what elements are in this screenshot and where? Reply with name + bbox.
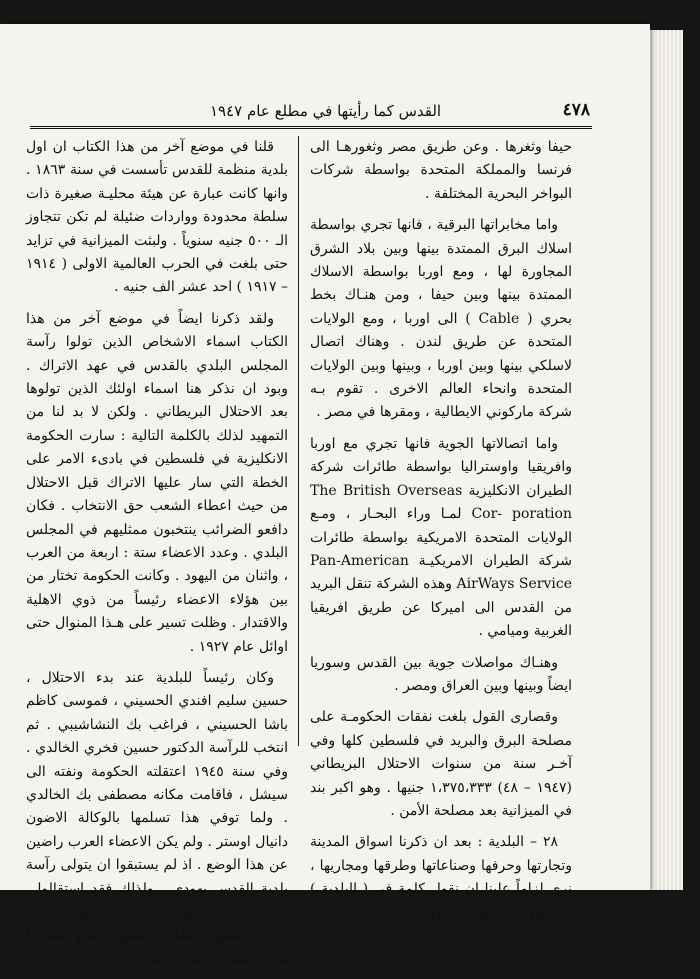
paragraph: واما اتصالاتها الجوية فانها تجري مع اوربا وافريقيا واوستراليا بواسطة طائرات شركة الطيران الانكليزية The British Overseas Cor- poration لمـا وراء البحـار ، ومـع الولايات المتحدة الامريكية بواسطة طائرات شركة الطيران الامريكيـة Pan-American AirWays Service وهذه الشركة تنقل البريد من القدس الى اميركا عن طريق افريقيا الغربية وميامي . bbox=[310, 435, 572, 640]
paragraph: وقصارى القول بلغت نفقات الحكومـة على مصلحة البرق والبريد في فلسطين كلها وفي آخـر سنة من سنوات الاحتلال البريطاني (١٩٤٧ – ٤٨) ١،٣٧٥،٣٣٣ جنيها . وهو اكبر بند في الميزانية بعد مصلحة الأمن . bbox=[310, 709, 572, 819]
paragraph: حيفا وثغرها . وعن طريق مصر وثغورهـا الى فرنسا والمملكة المتحدة بواسطة شركات البواخر البحرية المختلفة . bbox=[310, 139, 572, 202]
right-column bbox=[310, 136, 572, 933]
paragraph: ٢٨ – البلدية : بعد ان ذكرنا اسواق المدينة وتجارتها وحرفها وصناعاتها وطرقها ومجاريها ، نرى لزاماً علينا ان نقول كلمة في ( البلدية ) المسؤولة عن هذه الشؤون . bbox=[310, 834, 572, 921]
header-rule bbox=[30, 126, 592, 129]
column-divider bbox=[298, 136, 299, 746]
paragraph: وكان رئيساً للبلدية عند بدء الاحتلال ، حسين سليم افندي الحسيني ، فموسى كاظم باشا الحسيني ، فراغب بك النشاشيبي . ثم انتخب للرآسة الدكتور حسين فخري الخالدي . وفي سنة ١٩٤٥ اعتقلته الحكومة ونفته الى سيشل ، فاقامت مكانه مصطفى بك الخالدي . ولما توفي هذا تسلمها بالوكالة الاضون دانيال اوستر . ولم يكن الاعضاء العرب راضين عن هذا الوضع . اذ لم يستبقوا ان يتولى رآسة بلدية القدس يهودي . ولذلك فقد استقالوا . عندئذ عينت الحكومة لجنة ( ١١ تموز ١٩٤٥ ) لادارة الشؤون البلدية رئيسها وجميع اعضائها من الانكليز . وعند كتابتي هـذه bbox=[26, 669, 289, 967]
book-page bbox=[0, 24, 650, 967]
paragraph: واما مخابراتها البرقية ، فانها تجري بواسطة اسلاك البرق الممتدة بينها وبين بلاد الشرق المجاورة لها ، ومع اوربا بواسطة الاسلاك الممتدة بينها وبين حيفا ، ومن هنـاك بخط بحري ( Cable ) الى اوربا ، ومع الولايات المتحدة عن طريق لندن . وهناك اتصال لاسلكي بينها وبين اوربا ، وبينها وبين الولايات المتحدة وانحاء العالم الاخرى . تقوم بـه شركة ماركوني الايطالية ، ومقرها في مصر . bbox=[310, 217, 572, 421]
running-title: القدس كما رأيتها في مطلع عام ١٩٤٧ bbox=[210, 102, 442, 120]
paragraph: وهنـاك مواصلات جوية بين القدس وسوريا ايضاً وبينها وبين العراق ومصر . bbox=[310, 654, 572, 694]
page-number: ٤٧٨ bbox=[562, 100, 590, 120]
left-column bbox=[26, 136, 288, 979]
paragraph: قلنا في موضع آخر من هذا الكتاب ان اول بلدية منظمة للقدس تأسست في سنة ١٨٦٣ . وانها كانت عبارة عن هيئة محليـة صغيرة ذات سلطة محدودة وواردات ضئيلة لم تكن تتجاوز الـ ٥٠٠ جنيه سنوياً . ولبثت الميزانية في تزايد حتى بلغت في الحرب العالمية الاولى ( ١٩١٤ – ١٩١٧ ) احد عشر الف جنيه . bbox=[26, 139, 288, 296]
paragraph: ولقد ذكرنا ايضاً في موضع آخر من هذا الكتاب اسماء الاشخاص الذين تولوا رآسة المجلس البلدي بالقدس في عهد الاتراك . وبود ان نذكر هنا اسماء اولئك الذين تولوها بعد الاحتلال البريطاني . ولكن لا بد لنا من التمهيد لذلك بالكلمة التالية : سارت الحكومة الانكليزية في فلسطين في بادىء الامر على الخطة التي سار عليها الاتراك قبل الاحتلال من حيث اعطاء الشعب حق الانتخاب . فكان دافعو الضرائب ينتخبون ممثليهم في المجلس البلدي . وعدد الاعضاء ستة : اربعة من العرب ، واثنان من اليهود . وكانت الحكومة تختار من بين هؤلاء الاعضاء رئيساً من ذوي الاهلية والاقتدار . وظلت تسير على هـذا المنوال حتى اوائل عام ١٩٢٧ . bbox=[26, 310, 288, 655]
page-header bbox=[30, 94, 590, 120]
